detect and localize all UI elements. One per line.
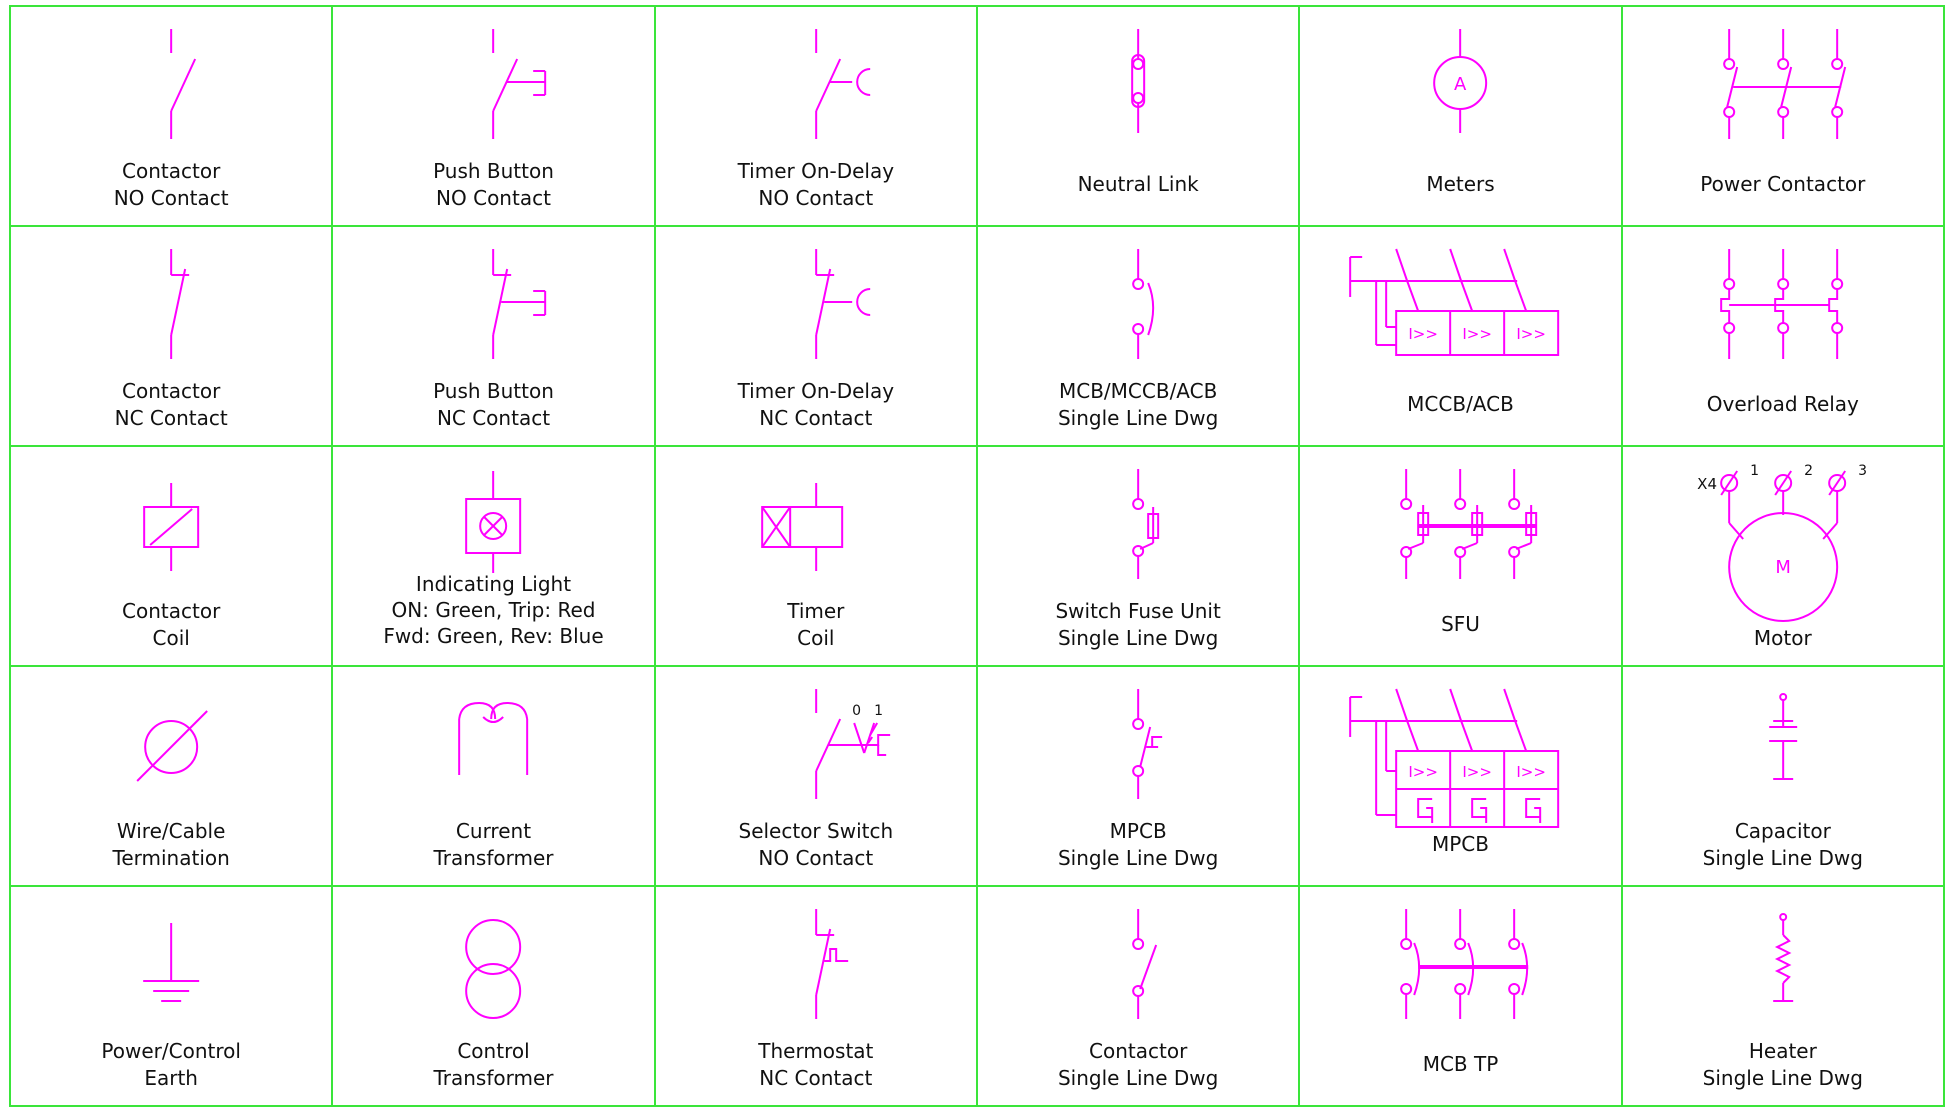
label-line: Contactor xyxy=(1089,1039,1188,1063)
circuit-breaker-icon xyxy=(978,227,1298,377)
label-line: Single Line Dwg xyxy=(1057,406,1219,430)
label-line: Control xyxy=(457,1039,530,1063)
label-line: Neutral Link xyxy=(1077,172,1199,196)
thermostat-icon xyxy=(656,887,976,1037)
terminal-label: X4 xyxy=(1696,475,1717,493)
cell-label xyxy=(11,818,331,872)
cell-mcb-single-line xyxy=(976,225,1300,447)
contactor-coil-icon xyxy=(11,447,331,597)
trip-label: I>> xyxy=(1462,325,1493,343)
cell-contactor-coil xyxy=(9,445,333,667)
capacitor-icon xyxy=(1623,667,1943,817)
cell-mcb-tp xyxy=(1298,885,1622,1107)
label-line: NO Contact xyxy=(758,186,874,210)
cell-label xyxy=(11,378,331,432)
trip-label: I>> xyxy=(1516,325,1547,343)
contactor-single-line-icon xyxy=(978,887,1298,1037)
earth-ground-icon xyxy=(11,887,331,1037)
label-line: Switch Fuse Unit xyxy=(1055,599,1221,623)
cell-switch-fuse-unit xyxy=(976,445,1300,667)
cell-overload-relay xyxy=(1621,225,1945,447)
cell-label xyxy=(1623,818,1943,872)
label-line: Termination xyxy=(112,846,230,870)
cell-contactor-no xyxy=(9,5,333,227)
cell-label xyxy=(1300,1051,1620,1078)
label-line: NC Contact xyxy=(759,406,873,430)
cell-earth xyxy=(9,885,333,1107)
label-line: Push Button xyxy=(433,159,554,183)
motor-letter: M xyxy=(1775,557,1791,578)
cell-label xyxy=(333,1038,653,1092)
cell-label xyxy=(656,378,976,432)
label-line: NO Contact xyxy=(758,846,874,870)
timer-on-delay-nc-icon xyxy=(656,227,976,377)
label-line: Current xyxy=(455,819,532,843)
label-line: SFU xyxy=(1441,612,1480,636)
cell-label xyxy=(333,378,653,432)
sfu-three-pole-icon xyxy=(1300,447,1620,597)
control-transformer-icon xyxy=(333,887,653,1037)
ammeter-icon xyxy=(1300,7,1620,157)
cell-label xyxy=(1300,391,1620,418)
cell-label xyxy=(978,171,1298,198)
heater-resistor-icon xyxy=(1623,887,1943,1037)
cell-label xyxy=(656,158,976,212)
label-line: Indicating Light xyxy=(415,572,572,596)
cell-label xyxy=(1300,611,1620,638)
terminal-label: 2 xyxy=(1803,463,1813,479)
label-line: Single Line Dwg xyxy=(1057,626,1219,650)
label-line: Earth xyxy=(144,1066,198,1090)
label-line: ON: Green, Trip: Red xyxy=(391,598,596,622)
label-line: MCB TP xyxy=(1422,1052,1499,1076)
motor-icon xyxy=(1623,447,1943,597)
cell-label xyxy=(978,1038,1298,1092)
label-line: Thermostat xyxy=(758,1039,874,1063)
position-label: 1 xyxy=(873,703,883,719)
label-line: MCCB/ACB xyxy=(1407,392,1514,416)
cell-contactor-single-line xyxy=(976,885,1300,1107)
trip-label: I>> xyxy=(1408,763,1439,781)
label-line: Coil xyxy=(152,626,190,650)
cell-label xyxy=(656,1038,976,1092)
label-line: Single Line Dwg xyxy=(1702,846,1863,870)
overload-relay-icon xyxy=(1623,227,1943,377)
mpcb-three-pole-icon xyxy=(1300,667,1620,817)
cell-label xyxy=(333,818,653,872)
trip-label: I>> xyxy=(1516,763,1547,781)
cell-label xyxy=(11,1038,331,1092)
label-line: Wire/Cable xyxy=(116,819,226,843)
cell-push-button-no xyxy=(331,5,655,227)
cell-label xyxy=(978,378,1298,432)
label-line: Power Contactor xyxy=(1700,172,1866,196)
wire-termination-icon xyxy=(11,667,331,817)
label-line: MCB/MCCB/ACB xyxy=(1058,379,1218,403)
cell-mccb-acb xyxy=(1298,225,1622,447)
label-line: NO Contact xyxy=(113,186,229,210)
cell-label xyxy=(656,598,976,652)
trip-label: I>> xyxy=(1462,763,1493,781)
cell-sfu xyxy=(1298,445,1622,667)
label-line: Transformer xyxy=(433,1066,554,1090)
meter-letter: A xyxy=(1454,74,1467,95)
label-line: Contactor xyxy=(122,379,221,403)
label-line: Capacitor xyxy=(1734,819,1831,843)
label-line: Motor xyxy=(1753,626,1812,650)
label-line: Timer On-Delay xyxy=(737,159,895,183)
cell-label xyxy=(333,571,653,649)
label-line: Contactor xyxy=(122,159,221,183)
label-line: Fwd: Green, Rev: Blue xyxy=(383,624,604,648)
cell-indicating-light xyxy=(331,445,655,667)
label-line: Single Line Dwg xyxy=(1702,1066,1863,1090)
power-contactor-icon xyxy=(1623,7,1943,157)
terminal-label: 3 xyxy=(1857,463,1867,479)
cell-timer-coil xyxy=(654,445,978,667)
selector-switch-icon xyxy=(656,667,976,817)
contactor-nc-icon xyxy=(11,227,331,377)
label-line: Coil xyxy=(797,626,835,650)
label-line: Meters xyxy=(1426,172,1495,196)
cell-timer-on-delay-nc xyxy=(654,225,978,447)
push-button-nc-icon xyxy=(333,227,653,377)
label-line: Selector Switch xyxy=(738,819,894,843)
position-label: 0 xyxy=(851,703,861,719)
label-line: Contactor xyxy=(122,599,221,623)
cell-thermostat-nc xyxy=(654,885,978,1107)
switch-fuse-unit-icon xyxy=(978,447,1298,597)
mpcb-icon xyxy=(978,667,1298,817)
label-line: Heater xyxy=(1748,1039,1817,1063)
cell-label xyxy=(11,158,331,212)
label-line: NC Contact xyxy=(436,406,551,430)
cell-current-transformer xyxy=(331,665,655,887)
cell-push-button-nc xyxy=(331,225,655,447)
cell-label xyxy=(656,818,976,872)
label-line: Timer On-Delay xyxy=(737,379,895,403)
cell-mpcb xyxy=(1298,665,1622,887)
label-line: NO Contact xyxy=(436,186,551,210)
label-line: MPCB xyxy=(1109,819,1167,843)
symbol-grid xyxy=(10,6,1944,1106)
cell-heater xyxy=(1621,885,1945,1107)
mccb-acb-icon xyxy=(1300,227,1620,377)
terminal-label: 1 xyxy=(1749,463,1759,479)
label-line: NC Contact xyxy=(114,406,228,430)
cell-label xyxy=(333,158,653,212)
push-button-no-icon xyxy=(333,7,653,157)
timer-coil-icon xyxy=(656,447,976,597)
label-line: Timer xyxy=(787,599,845,623)
cell-label xyxy=(1623,1038,1943,1092)
cell-label xyxy=(1623,625,1943,652)
label-line: Single Line Dwg xyxy=(1057,1066,1219,1090)
cell-neutral-link xyxy=(976,5,1300,227)
label-line: MPCB xyxy=(1431,832,1489,856)
contactor-no-icon xyxy=(11,7,331,157)
cell-label xyxy=(1623,391,1943,418)
cell-label xyxy=(11,598,331,652)
cell-mpcb-single-line xyxy=(976,665,1300,887)
cell-capacitor xyxy=(1621,665,1945,887)
cell-timer-on-delay-no xyxy=(654,5,978,227)
mcb-triple-pole-icon xyxy=(1300,887,1620,1037)
label-line: Single Line Dwg xyxy=(1057,846,1219,870)
cell-wire-termination xyxy=(9,665,333,887)
cell-label xyxy=(1623,171,1943,198)
cell-label xyxy=(978,598,1298,652)
label-line: Push Button xyxy=(433,379,554,403)
cell-label xyxy=(1300,171,1620,198)
label-line: Transformer xyxy=(433,846,554,870)
cell-motor xyxy=(1621,445,1945,667)
current-transformer-icon xyxy=(333,667,653,817)
trip-label: I>> xyxy=(1408,325,1439,343)
cell-label xyxy=(978,818,1298,872)
cell-power-contactor xyxy=(1621,5,1945,227)
neutral-link-icon xyxy=(978,7,1298,157)
label-line: NC Contact xyxy=(759,1066,873,1090)
cell-label xyxy=(1300,831,1620,858)
cell-contactor-nc xyxy=(9,225,333,447)
label-line: Overload Relay xyxy=(1706,392,1859,416)
cell-selector-switch xyxy=(654,665,978,887)
cell-control-transformer xyxy=(331,885,655,1107)
label-line: Power/Control xyxy=(101,1039,241,1063)
timer-on-delay-no-icon xyxy=(656,7,976,157)
cell-meters xyxy=(1298,5,1622,227)
